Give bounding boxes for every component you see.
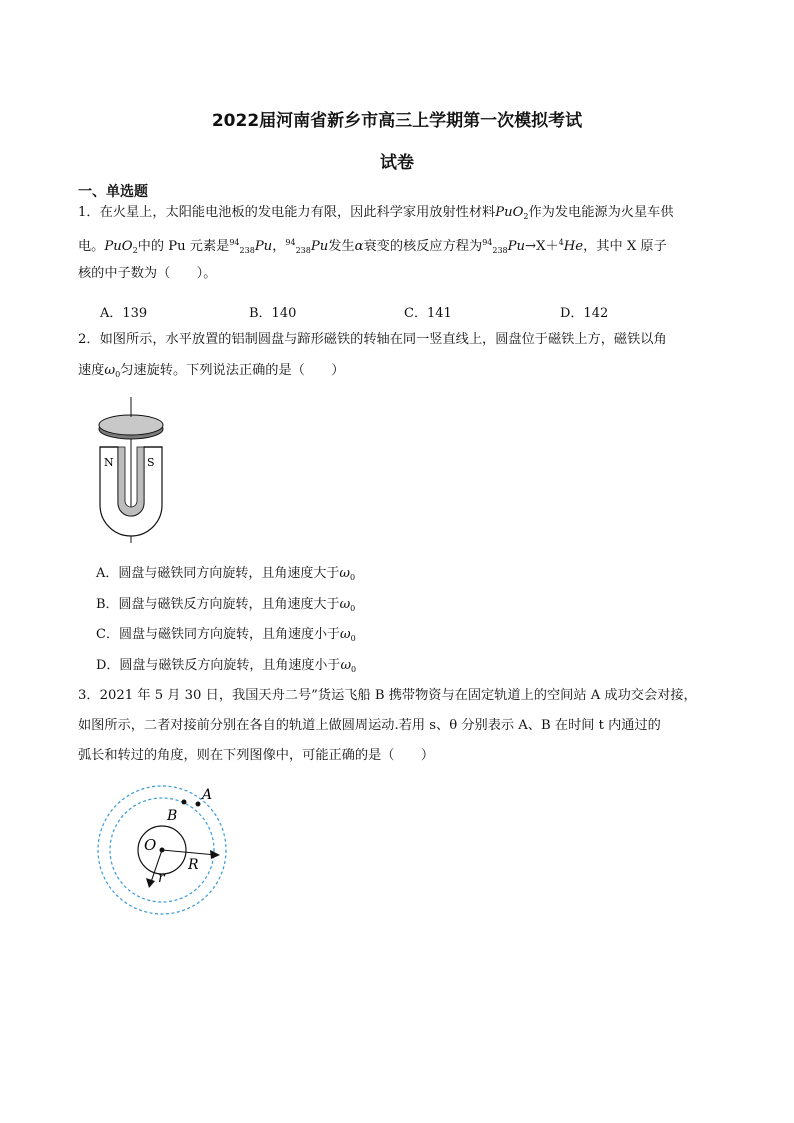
label-b: B (167, 808, 178, 824)
q2-option-a[interactable]: A．圆盘与磁铁同方向旋转，且角速度大于$\omega_0$ (96, 566, 356, 582)
formula-pu238: $^{94}_{238}$Pu (229, 238, 273, 255)
alpha-symbol: α (354, 239, 364, 254)
label-s: S (147, 456, 155, 469)
q2-line-2: 速度$\omega_0$匀速旋转。下列说法正确的是（ ） (78, 363, 345, 379)
q1-line-1 (78, 203, 674, 227)
page-subtitle: 试卷 (380, 153, 414, 173)
label-o: O (144, 836, 157, 854)
q2-line-1: 2．如图所示，水平放置的铝制圆盘与蹄形磁铁的转轴在同一竖直线上，圆盘位于磁铁上方，磁铁以角 (78, 332, 667, 347)
q1-line-3: 核的中子数为（ ）。 (78, 266, 217, 281)
magnet-disc-figure (92, 395, 182, 545)
q3-line-2: 如图所示，二者对接前分别在各自的轨道上做圆周运动.若用 s、θ 分别表示 A、B 在时间 t 内通过的 (78, 718, 661, 733)
formula-reaction: $^{94}_{238}$Pu→X＋$^4$He (482, 238, 584, 255)
q1-option-c[interactable]: C．141 (404, 306, 452, 321)
q1-text: 作为发电能源为火星车供 (528, 205, 674, 220)
formula-pu238: $^{94}_{238}$Pu (285, 238, 329, 255)
q1-option-a[interactable]: A．139 (100, 306, 148, 321)
page-title: 2022届河南省新乡市高三上学期第一次模拟考试 (211, 111, 583, 131)
q2-option-d[interactable]: D．圆盘与磁铁反方向旋转，且角速度小于$\omega_0$ (96, 658, 357, 674)
q1-line-2: 电。PuO$_2$中的 Pu 元素是$^{94}_{238}$Pu，$^{94}_{238}$Pu发生α衰变的核反应方程为$^{94}_{238}$Pu→X＋$^4$He，其中 X 原子 (78, 238, 667, 255)
q2-option-c[interactable]: C．圆盘与磁铁同方向旋转，且角速度小于$\omega_0$ (96, 627, 356, 643)
q2-option-b[interactable]: B．圆盘与磁铁反方向旋转，且角速度大于$\omega_0$ (96, 597, 356, 613)
q1-option-d[interactable]: D．142 (560, 306, 609, 321)
omega-symbol: $\omega_0$ (104, 363, 121, 379)
q1-text: 1．在火星上，太阳能电池板的发电能力有限，因此科学家用放射性材料 (78, 205, 496, 220)
label-r-small: r (158, 870, 165, 886)
orbit-figure (92, 780, 242, 930)
q3-line-1: 3．2021 年 5 月 30 日，我国天舟二号”货运飞船 B 携带物资与在固定轨道上的空间站 A 成功交会对接， (78, 688, 697, 703)
label-r-big: R (188, 857, 199, 873)
q3-line-3: 弧长和转过的角度，则在下列图像中，可能正确的是（ ） (78, 748, 435, 763)
section-heading: 一、单选题 (78, 184, 148, 200)
q1-option-b[interactable]: B．140 (249, 306, 297, 321)
formula-puo2: PuO$_2$ (104, 239, 138, 255)
label-a: A (202, 787, 213, 803)
label-n: N (104, 456, 114, 469)
formula-puo2: PuO$_2$ (495, 205, 529, 221)
